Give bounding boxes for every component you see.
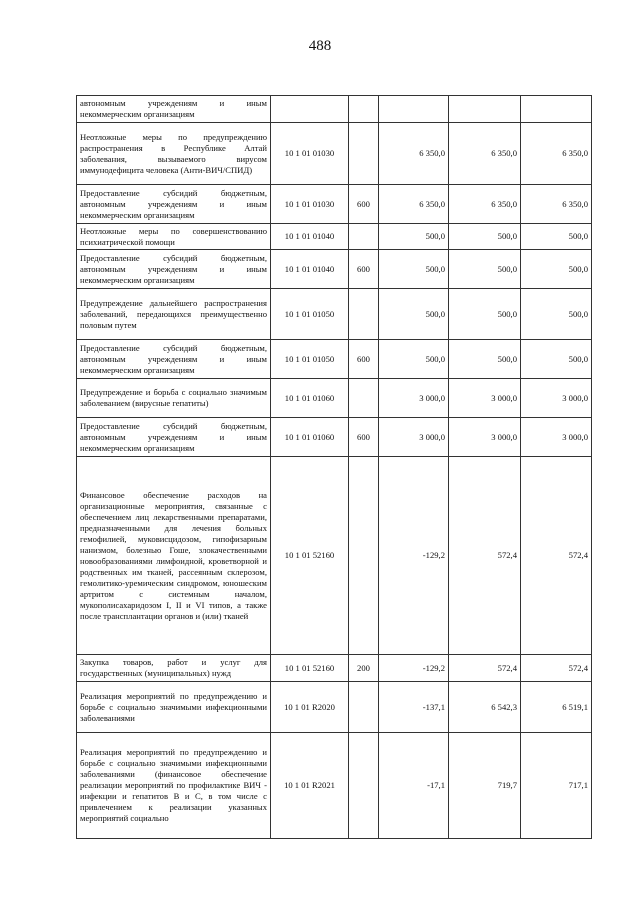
table-row xyxy=(77,96,592,123)
row-code: 10 1 01 52160 xyxy=(271,457,349,655)
row-expense-type xyxy=(349,224,379,250)
row-name: Предоставление субсидий бюджетным, автономным учреждениям и иным некоммерческим организациям xyxy=(77,250,271,289)
row-name: Реализация мероприятий по предупреждению и борьбе с социально значимыми инфекционными заболеваниями (финансовое обеспечение реализации мероприятий по профилактике ВИЧ - инфекции и гепатитов В и С, в том числе с привлечением к реализации указанных мероприятий социально xyxy=(77,733,271,839)
row-value-2: 500,0 xyxy=(449,224,521,250)
row-value-3: 572,4 xyxy=(521,457,592,655)
row-code: 10 1 01 01030 xyxy=(271,185,349,224)
budget-table xyxy=(76,95,592,839)
row-value-1: -17,1 xyxy=(379,733,449,839)
row-value-3: 3 000,0 xyxy=(521,418,592,457)
table-row xyxy=(77,457,592,655)
row-code: 10 1 01 R2021 xyxy=(271,733,349,839)
row-value-1: 500,0 xyxy=(379,340,449,379)
row-code: 10 1 01 52160 xyxy=(271,655,349,682)
row-name: Предоставление субсидий бюджетным, автономным учреждениям и иным некоммерческим организациям xyxy=(77,418,271,457)
row-code: 10 1 01 01040 xyxy=(271,250,349,289)
row-code: 10 1 01 01050 xyxy=(271,289,349,340)
row-value-3: 6 350,0 xyxy=(521,185,592,224)
row-value-2 xyxy=(449,96,521,123)
row-value-2: 719,7 xyxy=(449,733,521,839)
row-expense-type: 600 xyxy=(349,340,379,379)
row-value-3: 500,0 xyxy=(521,224,592,250)
table-row xyxy=(77,123,592,185)
row-value-3: 717,1 xyxy=(521,733,592,839)
row-value-1: 500,0 xyxy=(379,224,449,250)
row-code: 10 1 01 01050 xyxy=(271,340,349,379)
table-row xyxy=(77,682,592,733)
row-value-3: 500,0 xyxy=(521,340,592,379)
row-expense-type xyxy=(349,96,379,123)
row-value-1: 6 350,0 xyxy=(379,185,449,224)
row-value-3: 572,4 xyxy=(521,655,592,682)
row-expense-type xyxy=(349,123,379,185)
row-value-3 xyxy=(521,96,592,123)
table-row xyxy=(77,250,592,289)
table-row xyxy=(77,289,592,340)
row-value-1: 3 000,0 xyxy=(379,418,449,457)
row-code: 10 1 01 01030 xyxy=(271,123,349,185)
row-value-1: 3 000,0 xyxy=(379,379,449,418)
table-row xyxy=(77,418,592,457)
row-name: Реализация мероприятий по предупреждению и борьбе с социально значимыми инфекционными заболеваниями xyxy=(77,682,271,733)
table-row xyxy=(77,379,592,418)
row-value-1 xyxy=(379,96,449,123)
row-value-2: 3 000,0 xyxy=(449,418,521,457)
row-expense-type xyxy=(349,682,379,733)
row-value-1: -129,2 xyxy=(379,655,449,682)
row-name: Предоставление субсидий бюджетным, автономным учреждениям и иным некоммерческим организациям xyxy=(77,185,271,224)
row-value-2: 572,4 xyxy=(449,655,521,682)
row-expense-type xyxy=(349,289,379,340)
row-expense-type: 600 xyxy=(349,185,379,224)
row-value-2: 3 000,0 xyxy=(449,379,521,418)
row-value-2: 6 542,3 xyxy=(449,682,521,733)
row-value-1: -129,2 xyxy=(379,457,449,655)
row-name: Неотложные меры по предупреждению распространения в Республике Алтай заболевания, вызываемого вирусом иммунодефицита человека (Анти-ВИЧ/СПИД) xyxy=(77,123,271,185)
table-row xyxy=(77,655,592,682)
row-name: Предупреждение и борьба с социально значимым заболеванием (вирусные гепатиты) xyxy=(77,379,271,418)
row-value-1: -137,1 xyxy=(379,682,449,733)
row-name: Неотложные меры по совершенствованию психиатрической помощи xyxy=(77,224,271,250)
row-expense-type: 600 xyxy=(349,418,379,457)
table-row xyxy=(77,224,592,250)
row-value-1: 500,0 xyxy=(379,250,449,289)
row-expense-type: 600 xyxy=(349,250,379,289)
row-value-3: 500,0 xyxy=(521,289,592,340)
row-code: 10 1 01 01060 xyxy=(271,379,349,418)
row-value-2: 500,0 xyxy=(449,340,521,379)
row-value-2: 6 350,0 xyxy=(449,123,521,185)
row-name: Предупреждение дальнейшего распространения заболеваний, передающихся преимущественно половым путем xyxy=(77,289,271,340)
row-value-3: 6 350,0 xyxy=(521,123,592,185)
budget-table-body xyxy=(77,96,592,839)
row-code: 10 1 01 01040 xyxy=(271,224,349,250)
row-value-2: 500,0 xyxy=(449,250,521,289)
row-value-2: 500,0 xyxy=(449,289,521,340)
row-value-1: 500,0 xyxy=(379,289,449,340)
row-name: Предоставление субсидий бюджетным, автономным учреждениям и иным некоммерческим организациям xyxy=(77,340,271,379)
table-row xyxy=(77,340,592,379)
row-code xyxy=(271,96,349,123)
row-value-2: 6 350,0 xyxy=(449,185,521,224)
row-value-3: 500,0 xyxy=(521,250,592,289)
row-code: 10 1 01 01060 xyxy=(271,418,349,457)
page-number: 488 xyxy=(308,38,332,54)
row-value-3: 6 519,1 xyxy=(521,682,592,733)
row-name: Финансовое обеспечение расходов на организационные мероприятия, связанные с обеспечением лиц лекарственными препаратами, предназначенными для лечения больных гемофилией, муковисцидозом, гипофизарным нанизмом, болезнью Гоше, злокачественными новообразованиями лимфоидной, кроветворной и родственных им тканей, рассеянным склерозом, гемолитико-уремическим синдромом, юношеским артритом с системным началом, мукополисахаридозом I, II и VI типов, а также после трансплантации органов и (или) тканей xyxy=(77,457,271,655)
row-expense-type xyxy=(349,733,379,839)
row-value-1: 6 350,0 xyxy=(379,123,449,185)
table-row xyxy=(77,185,592,224)
row-expense-type xyxy=(349,457,379,655)
row-value-3: 3 000,0 xyxy=(521,379,592,418)
row-value-2: 572,4 xyxy=(449,457,521,655)
table-row xyxy=(77,733,592,839)
row-name: Закупка товаров, работ и услуг для государственных (муниципальных) нужд xyxy=(77,655,271,682)
row-code: 10 1 01 R2020 xyxy=(271,682,349,733)
row-name: автономным учреждениям и иным некоммерческим организациям xyxy=(77,96,271,123)
row-expense-type xyxy=(349,379,379,418)
row-expense-type: 200 xyxy=(349,655,379,682)
